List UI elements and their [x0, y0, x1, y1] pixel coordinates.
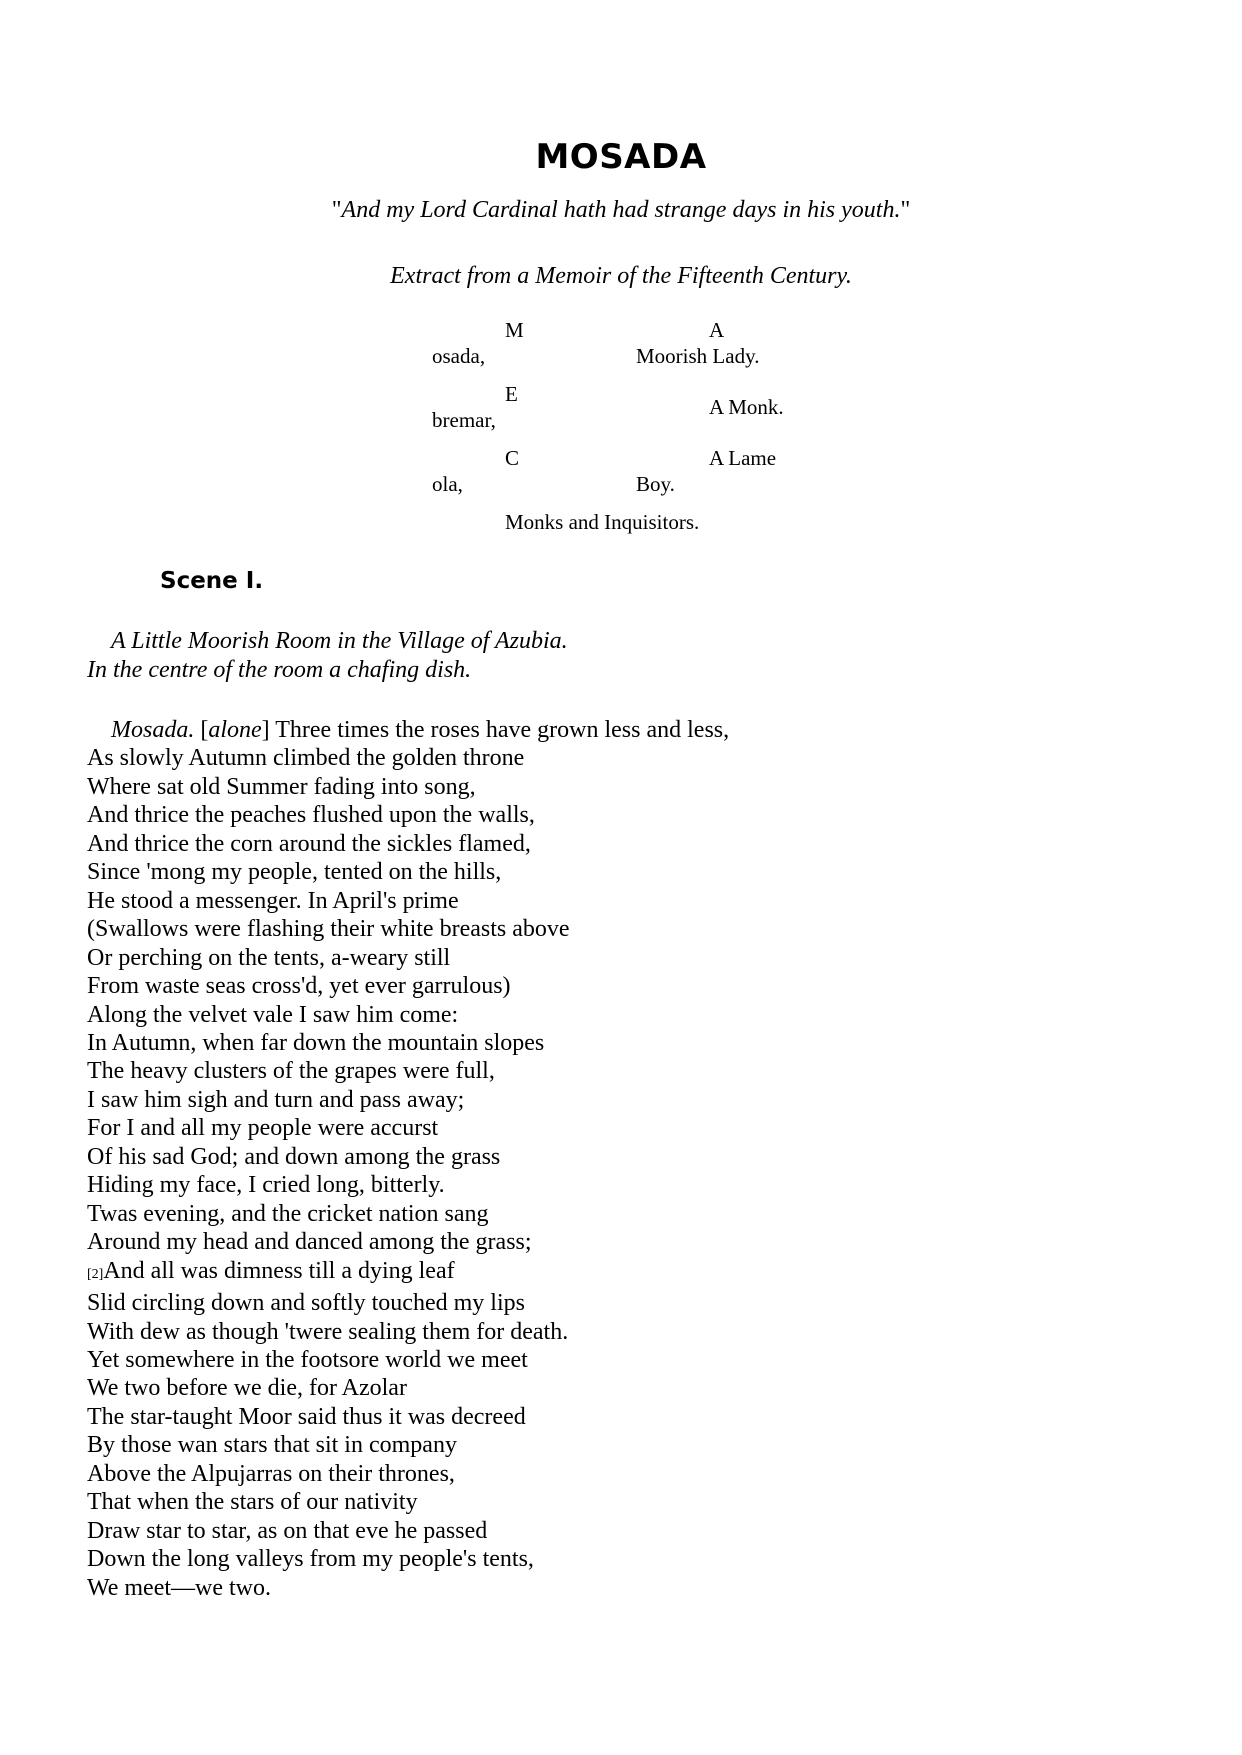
epigraph-open-quote: " — [331, 197, 342, 223]
cast-mosada-role-initial: A — [709, 318, 725, 342]
direction-open-bracket: [ — [200, 717, 209, 743]
cast-cola-initial: C — [505, 446, 520, 470]
verse-line: Twas evening, and the cricket nation sang — [87, 1200, 489, 1227]
cast-cola-name: ola, — [432, 472, 463, 496]
cast-others: Monks and Inquisitors. — [505, 510, 700, 534]
verse-line: Along the velvet vale I saw him come: — [87, 1001, 459, 1028]
verse-line: He stood a messenger. In April's prime — [87, 887, 459, 914]
verse-line: In Autumn, when far down the mountain slopes — [87, 1029, 545, 1056]
cast-mosada-name: osada, — [432, 344, 486, 368]
stage-line: In the centre of the room a chafing dish. — [87, 656, 472, 683]
epigraph-close-quote: " — [900, 197, 911, 223]
cast-cola-role: Boy. — [636, 472, 675, 496]
verse-line: I saw him sigh and turn and pass away; — [87, 1086, 465, 1113]
verse-line-text: Three times the roses have grown less and less, — [269, 717, 730, 743]
cast-mosada-role: Moorish Lady. — [636, 344, 760, 368]
verse-line: By those wan stars that sit in company — [87, 1432, 457, 1459]
verse-passage — [87, 716, 729, 1602]
epigraph — [0, 197, 1242, 224]
play-title: MOSADA — [535, 137, 707, 177]
cast-mosada-initial: M — [505, 318, 524, 342]
cast-ebremar-role: A Monk. — [709, 395, 784, 419]
stage-directions — [87, 627, 568, 684]
stage-direction: alone — [208, 717, 262, 743]
verse-line-text: And all was dimness till a dying leaf — [103, 1257, 455, 1284]
direction-close-bracket: ] — [261, 717, 270, 743]
verse-line: Around my head and danced among the grass; — [87, 1229, 532, 1256]
verse-line: We meet—we two. — [87, 1574, 272, 1601]
verse-line: Slid circling down and softly touched my lips — [87, 1290, 525, 1317]
verse-line: Where sat old Summer fading into song, — [87, 773, 476, 800]
scene-heading: Scene I. — [160, 568, 264, 594]
verse-line: That when the stars of our nativity — [87, 1489, 418, 1516]
verse-line: And thrice the peaches flushed upon the walls, — [87, 802, 535, 829]
verse-line: We two before we die, for Azolar — [87, 1375, 407, 1402]
verse-line — [87, 716, 729, 744]
page-marker: [2] — [87, 1266, 104, 1282]
verse-line: Or perching on the tents, a-weary still — [87, 944, 451, 971]
verse-line: Above the Alpujarras on their thrones, — [87, 1460, 455, 1487]
verse-line: For I and all my people were accurst — [87, 1115, 439, 1142]
verse-line: From waste seas cross'd, yet ever garrulous) — [87, 973, 511, 1000]
verse-line: Draw star to star, as on that eve he passed — [87, 1517, 488, 1544]
verse-line: Of his sad God; and down among the grass — [87, 1143, 501, 1170]
verse-line: Down the long valleys from my people's tents, — [87, 1546, 534, 1573]
stage-line: A Little Moorish Room in the Village of Azubia. — [111, 628, 568, 654]
epigraph-source: Extract from a Memoir of the Fifteenth Century. — [390, 263, 852, 289]
verse-line: Yet somewhere in the footsore world we meet — [87, 1346, 528, 1373]
cast-ebremar-name: bremar, — [432, 408, 496, 432]
epigraph-text: And my Lord Cardinal hath had strange days in his youth. — [341, 197, 901, 223]
cast-cola-role-initial: A Lame — [709, 446, 777, 470]
verse-line: The heavy clusters of the grapes were full, — [87, 1058, 495, 1085]
verse-line — [87, 1257, 729, 1289]
verse-line: As slowly Autumn climbed the golden throne — [87, 745, 525, 772]
verse-line: Since 'mong my people, tented on the hills, — [87, 859, 502, 886]
verse-line: Hiding my face, I cried long, bitterly. — [87, 1172, 445, 1199]
verse-line: (Swallows were flashing their white breasts above — [87, 916, 570, 943]
verse-line: With dew as though 'twere sealing them for death. — [87, 1318, 569, 1345]
verse-line: The star-taught Moor said thus it was decreed — [87, 1403, 526, 1430]
verse-line: And thrice the corn around the sickles flamed, — [87, 830, 531, 857]
speaker-name: Mosada. — [111, 717, 195, 743]
cast-ebremar-initial: E — [505, 382, 518, 406]
